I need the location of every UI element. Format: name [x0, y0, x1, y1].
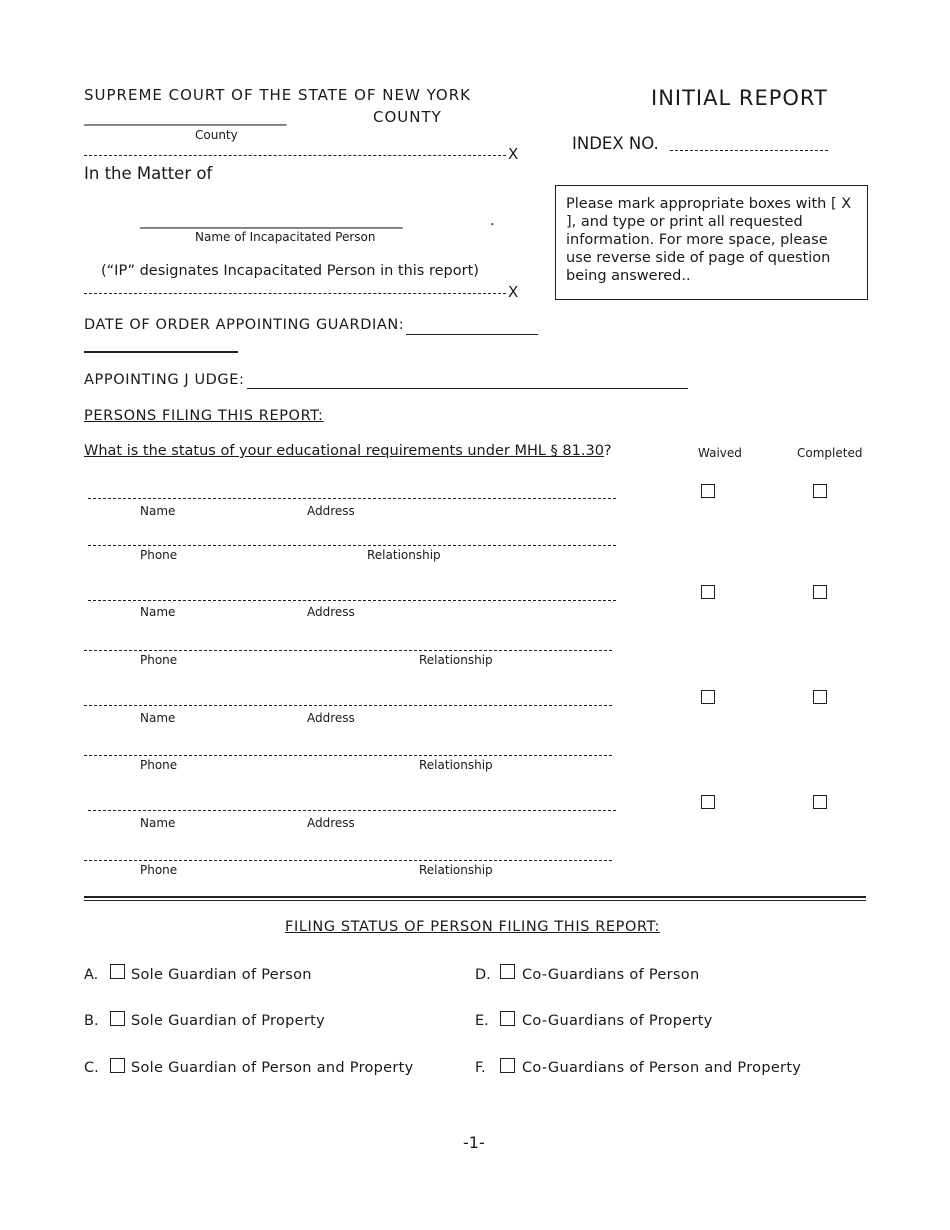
option-d-label: Co-Guardians of Person: [522, 967, 700, 983]
court-heading: SUPREME COURT OF THE STATE OF NEW YORK: [84, 86, 471, 104]
person-3-name-caption: Name: [140, 711, 176, 725]
person-1-phone-caption: Phone: [140, 548, 178, 562]
person-3-completed-checkbox[interactable]: [813, 690, 827, 704]
education-question-text: What is the status of your educational requirements under MHL § 81.30: [84, 443, 604, 459]
person-3-waived-checkbox[interactable]: [701, 690, 715, 704]
person-2-name-line[interactable]: [88, 600, 616, 601]
option-b-checkbox[interactable]: [110, 1011, 125, 1026]
option-c-label: Sole Guardian of Person and Property: [131, 1060, 414, 1076]
person-2-waived-checkbox[interactable]: [701, 585, 715, 599]
caption-divider-top: [84, 155, 506, 156]
person-4-name-caption: Name: [140, 816, 176, 830]
option-b-label: Sole Guardian of Property: [131, 1013, 326, 1029]
person-1-phone-line[interactable]: [88, 545, 616, 546]
person-2-name-caption: Name: [140, 605, 176, 619]
date-of-order-label: DATE OF ORDER APPOINTING GUARDIAN:: [84, 317, 405, 333]
section-rule-bottom: [84, 900, 866, 901]
option-a-label: Sole Guardian of Person: [131, 967, 312, 983]
person-1-name-caption: Name: [140, 504, 176, 518]
index-number-label: INDEX NO.: [572, 134, 659, 153]
person-4-name-line[interactable]: [88, 810, 616, 811]
person-1-relationship-caption: Relationship: [367, 548, 441, 562]
report-title: INITIAL REPORT: [651, 86, 828, 110]
persons-filing-heading: PERSONS FILING THIS REPORT:: [84, 408, 324, 424]
person-4-address-caption: Address: [307, 816, 355, 830]
county-caption: County: [195, 128, 238, 142]
person-2-completed-checkbox[interactable]: [813, 585, 827, 599]
completed-column-header: Completed: [797, 446, 863, 460]
county-blank-line[interactable]: ___________________________: [84, 108, 287, 126]
person-3-phone-caption: Phone: [140, 758, 178, 772]
option-e-letter: E.: [475, 1013, 489, 1029]
appointing-judge-field[interactable]: [247, 388, 688, 389]
instructions-box: Please mark appropriate boxes with [ X ], and type or print all requested information. For more space, please use reverse side of page of question being answered..: [555, 185, 868, 300]
caption-x-bottom: X: [508, 283, 519, 301]
appointing-judge-label: APPOINTING J UDGE:: [84, 372, 245, 388]
person-2-relationship-caption: Relationship: [419, 653, 493, 667]
option-e-label: Co-Guardians of Property: [522, 1013, 713, 1029]
option-f-checkbox[interactable]: [500, 1058, 515, 1073]
ip-designation-note: (“IP” designates Incapacitated Person in this report): [101, 263, 479, 279]
person-4-waived-checkbox[interactable]: [701, 795, 715, 809]
person-1-completed-checkbox[interactable]: [813, 484, 827, 498]
county-suffix: COUNTY: [373, 108, 442, 126]
person-2-address-caption: Address: [307, 605, 355, 619]
person-2-phone-caption: Phone: [140, 653, 178, 667]
option-f-letter: F.: [475, 1060, 486, 1076]
education-question-mark: ?: [603, 443, 612, 459]
date-of-order-field[interactable]: [406, 334, 538, 335]
option-d-checkbox[interactable]: [500, 964, 515, 979]
person-2-phone-line[interactable]: [84, 650, 612, 651]
option-c-checkbox[interactable]: [110, 1058, 125, 1073]
date-of-order-field-continued[interactable]: [84, 351, 238, 353]
section-rule-top: [84, 896, 866, 898]
option-b-letter: B.: [84, 1013, 99, 1029]
person-4-completed-checkbox[interactable]: [813, 795, 827, 809]
waived-column-header: Waived: [698, 446, 742, 460]
caption-divider-bottom: [84, 293, 506, 294]
index-number-field[interactable]: [670, 150, 828, 151]
education-question: [84, 443, 612, 459]
option-a-letter: A.: [84, 967, 99, 983]
option-c-letter: C.: [84, 1060, 99, 1076]
person-1-address-caption: Address: [307, 504, 355, 518]
caption-x-top: X: [508, 145, 519, 163]
person-3-address-caption: Address: [307, 711, 355, 725]
person-1-waived-checkbox[interactable]: [701, 484, 715, 498]
filing-status-heading: FILING STATUS OF PERSON FILING THIS REPORT:: [285, 919, 660, 935]
person-1-name-line[interactable]: [88, 498, 616, 499]
in-the-matter-of: In the Matter of: [84, 164, 213, 183]
option-a-checkbox[interactable]: [110, 964, 125, 979]
option-e-checkbox[interactable]: [500, 1011, 515, 1026]
person-4-relationship-caption: Relationship: [419, 863, 493, 877]
page-number: -1-: [463, 1133, 485, 1152]
person-4-phone-caption: Phone: [140, 863, 178, 877]
person-3-phone-line[interactable]: [84, 755, 612, 756]
option-f-label: Co-Guardians of Person and Property: [522, 1060, 802, 1076]
person-3-name-line[interactable]: [84, 705, 612, 706]
person-4-phone-line[interactable]: [84, 860, 612, 861]
person-3-relationship-caption: Relationship: [419, 758, 493, 772]
ip-name-blank-line[interactable]: ___________________________________: [140, 211, 403, 229]
ip-line-period: .: [490, 211, 495, 229]
ip-name-caption: Name of Incapacitated Person: [195, 230, 376, 244]
option-d-letter: D.: [475, 967, 491, 983]
